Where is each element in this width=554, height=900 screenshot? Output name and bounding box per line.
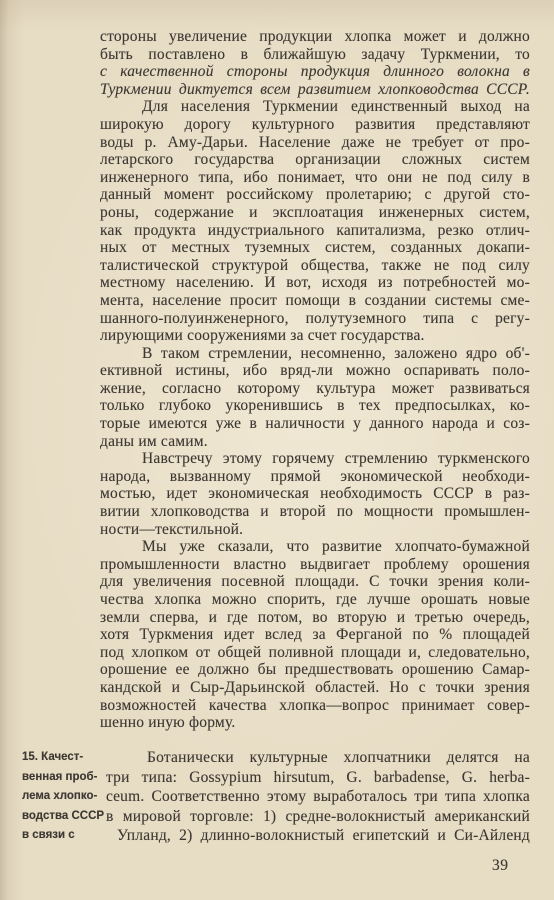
text-line: лирующими сооружениями за счет государства. [100, 327, 425, 345]
text-line: инженерного типа, ибо понимает, что они не под силу в [100, 168, 530, 186]
text-line: витии хлопководства и второй по мощности промышлен- [100, 503, 530, 521]
side-heading [22, 748, 106, 846]
text-line: быть поставлено в ближайшую задачу Туркмении, то [100, 45, 530, 63]
text-line: промышленности властно выдвигает проблему орошения [100, 555, 530, 573]
text-line: мостью, идет экономическая необходимость СССР в раз- [100, 485, 530, 503]
text-line: Для населения Туркмении единственный выход на [142, 98, 530, 116]
text-line: В таком стремлении, несомненно, заложено ядро об'- [142, 344, 530, 362]
paragraph [100, 98, 530, 344]
main-text [100, 28, 530, 732]
text-line: талистической структурой общества, также не под силу [100, 256, 530, 274]
text-line: роны, содержание и эксплоатация инженерных систем, [100, 203, 530, 221]
side-heading-line: венная проб- [22, 770, 98, 783]
side-heading-line: лема хлопко- [22, 790, 98, 802]
text-line: шанного-полуинженерного, полутуземного типа с регу- [100, 309, 530, 327]
text-line: местному населению. И вот, исходя из потребностей мо- [100, 274, 530, 292]
text-line: шенно иную форму. [100, 714, 236, 732]
text-line: три типа: Gossypium hirsutum, G. barbadense, G. herba- [106, 768, 530, 786]
text-line: с качественной стороны продукция длинного волокна в [100, 63, 530, 81]
text-line: возможностей качества хлопка—вопрос принимает совер- [100, 696, 530, 714]
text-line: в мировой торговле: 1) средне-волокнистый американский [106, 807, 530, 825]
text-line: чества хлопка можно спорить, где лучше орошать новые [100, 591, 530, 608]
text-line: летарского государства организации сложных систем [100, 151, 530, 169]
text-line: мента, население просит помощи в создании системы сме- [100, 291, 530, 309]
paragraph [100, 450, 530, 538]
text-line: как продукта индустриального капитализма, резко отлич- [100, 221, 530, 239]
text-line: даны им самим. [100, 432, 208, 450]
text-line: кандской и Сыр-Дарьинской областей. Но с точки зрения [100, 678, 530, 696]
section-text [106, 748, 530, 846]
text-line: под хлопком от общей поливной площади и, следовательно, [100, 643, 530, 661]
text-line: ceum. Соответственно этому выработалось три типа хлопка [106, 788, 530, 805]
text-line: только глубоко укоренившись в тех предпосылках, ко- [100, 397, 530, 415]
paragraph [100, 28, 530, 98]
text-line: Туркмении диктуется всем развитием хлопководства СССР. [100, 80, 530, 98]
text-line: народа, вызванному прямой экономической необходи- [100, 467, 530, 485]
paragraph [100, 538, 530, 732]
text-line: для увеличения посевной площади. С точки зрения коли- [100, 573, 530, 591]
text-line: ективной истины, ибо вряд-ли можно оспаривать поло- [100, 362, 530, 380]
text-line: Мы уже сказали, что развитие хлопчато-бумажной [142, 538, 530, 556]
text-line: хотя Туркмения идет вслед за Ферганой по % площадей [100, 626, 530, 644]
text-line: ности—текстильной. [100, 520, 244, 538]
side-heading-line: в связи с [22, 829, 75, 841]
section-15 [0, 748, 554, 848]
text-line: Навстречу этому горячему стремлению туркменского [142, 450, 530, 468]
side-heading-line: водства СССР [22, 809, 105, 822]
side-heading-line: 15. Качест- [22, 751, 84, 763]
text-line: земли сперва, и где потом, во вторую и третью очередь, [100, 608, 530, 626]
text-line: ных от местных туземных систем, созданных докапи- [100, 239, 530, 257]
text-line: Упланд, 2) длинно-волокнистый египетский и Си-Айленд [117, 827, 530, 844]
text-line: торые имеются уже в наличности у данного народа и соз- [100, 415, 530, 433]
text-line: воды р. Аму-Дарьи. Население даже не требует от про- [100, 133, 530, 151]
text-line: широкую дорогу культурного развития представляют [100, 115, 530, 133]
text-line: орошение ее должно бы предшествовать орошению Самар- [100, 661, 530, 679]
page-number: 39 [492, 857, 509, 874]
text-line: стороны увеличение продукции хлопка может и должно [100, 28, 530, 45]
text-line: данный момент российскому пролетарию; с другой сто- [100, 186, 530, 204]
text-line: жение, согласно которому культура может развиваться [100, 379, 530, 397]
paragraph [100, 345, 530, 451]
text-line: Ботанически культурные хлопчатники делятся на [147, 749, 530, 766]
